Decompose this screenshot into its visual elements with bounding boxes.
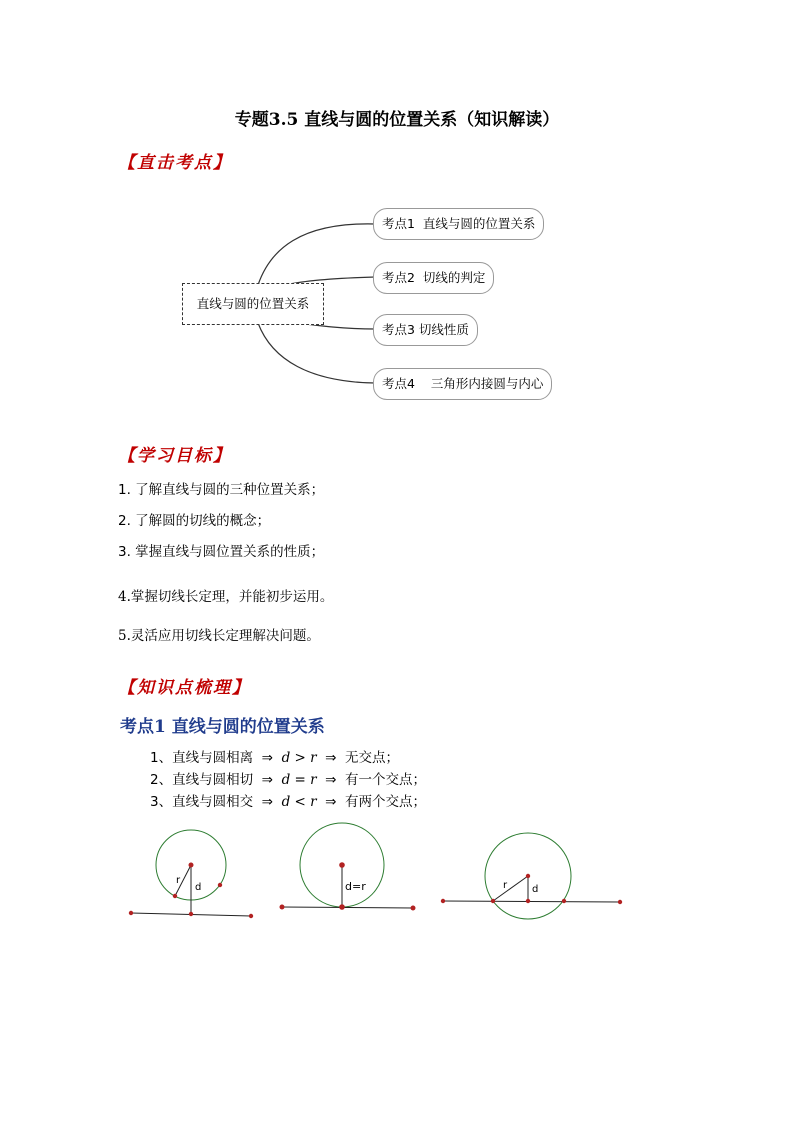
- relation-1-suffix: ⇒ 无交点；: [316, 750, 400, 766]
- mindmap-node-4: 考点4 三角形内接圆与内心: [373, 368, 552, 400]
- relation-3-cond: d < r: [281, 794, 317, 810]
- mindmap-node-1: 考点1 直线与圆的位置关系: [373, 208, 544, 240]
- figure-separate: [129, 830, 253, 918]
- figure-tangent: [280, 823, 416, 911]
- goal-item-3: 3. 掌握直线与圆位置关系的性质；: [118, 544, 325, 560]
- mindmap-node-2: 考点2 切线的判定: [373, 262, 494, 294]
- figure-intersect: [441, 833, 622, 919]
- relation-2-suffix: ⇒ 有一个交点；: [316, 772, 427, 788]
- figure-intersect-r-segment: [493, 876, 528, 901]
- goal-item-5: 5.灵活应用切线长定理解决问题。: [118, 628, 320, 644]
- figure-separate-r-label: r: [176, 875, 181, 886]
- relation-3: [150, 790, 426, 810]
- figure-intersect-line: [443, 901, 620, 902]
- relation-1: [150, 746, 399, 766]
- figure-separate-d-label: d: [195, 882, 202, 893]
- section-kaodian: 【直击考点】: [118, 153, 232, 173]
- figure-tangent-line-end-2: [411, 906, 416, 911]
- figure-separate-circle-point: [173, 894, 177, 898]
- relation-3-suffix: ⇒ 有两个交点；: [316, 794, 427, 810]
- figure-intersect-foot-point: [526, 899, 530, 903]
- goal-item-4: 4.掌握切线长定理，并能初步运用。: [118, 589, 334, 605]
- mindmap-node-3: 考点3 切线性质: [373, 314, 478, 346]
- figure-intersect-line-end-2: [618, 900, 622, 904]
- figure-separate-center-point: [189, 863, 194, 868]
- relation-1-prefix: 1、直线与圆相离 ⇒: [150, 750, 282, 766]
- figure-tangent-center-point: [339, 862, 345, 868]
- section-goals: 【学习目标】: [118, 446, 232, 466]
- figure-intersect-center-point: [526, 874, 530, 878]
- figure-intersect-point-1: [491, 899, 495, 903]
- figure-intersect-point-2: [562, 899, 566, 903]
- figure-tangent-line-end: [280, 905, 285, 910]
- section-knowledge: 【知识点梳理】: [118, 678, 251, 698]
- figure-tangent-line: [282, 907, 413, 908]
- relation-3-prefix: 3、直线与圆相交 ⇒: [150, 794, 282, 810]
- mindmap-center: 直线与圆的位置关系: [182, 283, 324, 325]
- goal-item-1: 1. 了解直线与圆的三种位置关系；: [118, 482, 325, 498]
- figure-separate-line-end-2: [249, 914, 253, 918]
- figure-tangent-label: d=r: [345, 880, 366, 893]
- figure-intersect-d-label: d: [532, 884, 539, 895]
- relation-2: [150, 768, 426, 788]
- goal-item-2: 2. 了解圆的切线的概念；: [118, 513, 271, 529]
- relation-2-prefix: 2、直线与圆相切 ⇒: [150, 772, 282, 788]
- figure-tangent-touch-point: [339, 904, 345, 910]
- relation-2-cond: d = r: [281, 772, 317, 788]
- figure-intersect-line-end: [441, 899, 445, 903]
- relation-1-cond: d > r: [281, 750, 317, 766]
- figure-separate-circle-point-2: [218, 883, 222, 887]
- figure-separate-foot-point: [189, 912, 193, 916]
- page-title: 专题3.5 直线与圆的位置关系（知识解读）: [234, 110, 560, 130]
- mindmap: [0, 0, 794, 420]
- figure-separate-line-end: [129, 911, 133, 915]
- kp1-heading: 考点1 直线与圆的位置关系: [120, 717, 325, 737]
- circle-line-figures: [0, 810, 794, 940]
- figure-intersect-r-label: r: [503, 880, 508, 891]
